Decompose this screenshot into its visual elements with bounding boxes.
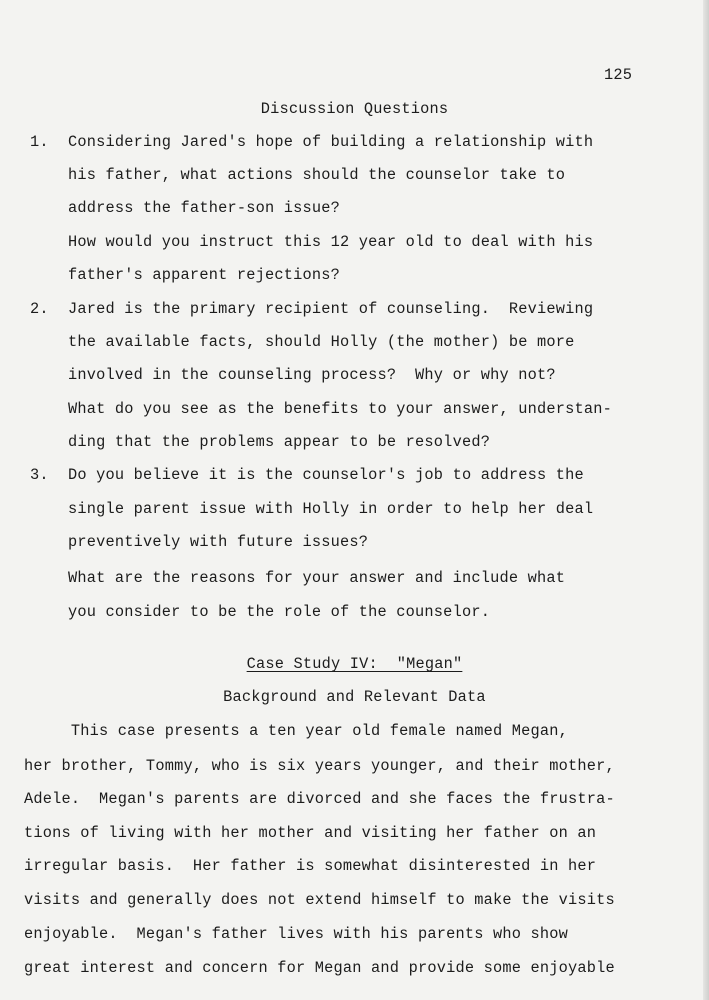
paragraph-line: enjoyable. Megan's father lives with his parents who show [24, 925, 569, 943]
question-line: address the father-son issue? [68, 199, 341, 217]
page-edge-shadow [703, 0, 709, 1000]
question-line: his father, what actions should the counselor take to [68, 166, 566, 184]
page-number: 125 [604, 66, 633, 84]
question-line: Considering Jared's hope of building a relationship with [68, 133, 594, 151]
case-study-subtitle: Background and Relevant Data [223, 688, 486, 706]
question-line: preventively with future issues? [68, 533, 369, 551]
question-line: father's apparent rejections? [68, 266, 341, 284]
question-number: 1. [30, 133, 49, 151]
question-number: 2. [30, 300, 49, 318]
question-line: you consider to be the role of the counselor. [68, 603, 491, 621]
paragraph-line: her brother, Tommy, who is six years younger, and their mother, [24, 757, 615, 775]
case-study-title [0, 655, 709, 673]
discussion-heading: Discussion Questions [260, 100, 449, 118]
paragraph-line: visits and generally does not extend himself to make the visits [24, 891, 615, 909]
question-line: single parent issue with Holly in order to help her deal [68, 500, 594, 518]
question-number: 3. [30, 466, 49, 484]
question-line: Do you believe it is the counselor's job to address the [68, 466, 584, 484]
question-line: What do you see as the benefits to your answer, understan- [68, 400, 613, 418]
question-line: What are the reasons for your answer and include what [68, 569, 566, 587]
paragraph-line: tions of living with her mother and visiting her father on an [24, 824, 597, 842]
paragraph-line: Adele. Megan's parents are divorced and she faces the frustra- [24, 790, 615, 808]
paragraph-line: great interest and concern for Megan and provide some enjoyable [24, 959, 615, 977]
question-line: involved in the counseling process? Why or why not? [68, 366, 556, 384]
question-line: How would you instruct this 12 year old to deal with his [68, 233, 594, 251]
case-study-title-text: Case Study IV: "Megan" [246, 655, 463, 673]
question-line: Jared is the primary recipient of counseling. Reviewing [68, 300, 594, 318]
question-line: the available facts, should Holly (the mother) be more [68, 333, 575, 351]
paragraph-line: This case presents a ten year old female named Megan, [24, 722, 569, 740]
question-line: ding that the problems appear to be resolved? [68, 433, 491, 451]
paragraph-line: irregular basis. Her father is somewhat disinterested in her [24, 857, 597, 875]
